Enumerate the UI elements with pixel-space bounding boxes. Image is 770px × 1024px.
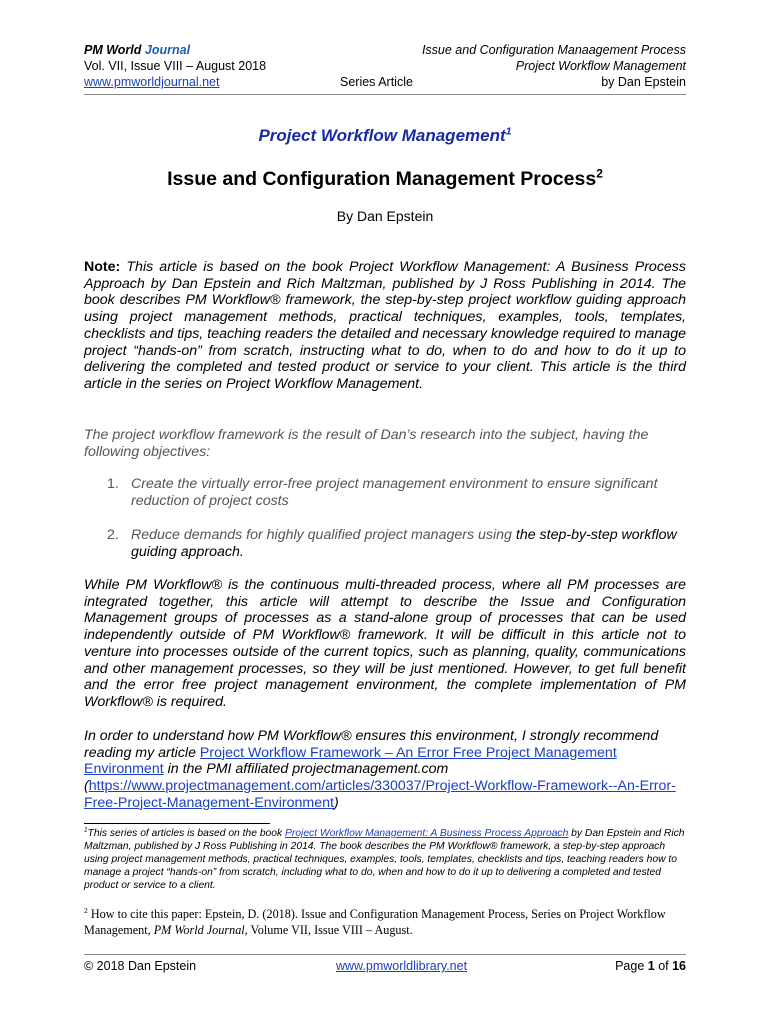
footer-copyright: © 2018 Dan Epstein xyxy=(84,959,197,973)
brand-journal: Journal xyxy=(144,43,191,57)
journal-website-link[interactable]: www.pmworldjournal.net xyxy=(84,75,220,89)
page-header xyxy=(84,42,686,92)
workflow-paragraph: While PM Workflow® is the continuous multi-threaded process, where all PM processes are integrated together, this article will attempt to describe the Issue and Configuration Management groups of processes as a stand-alone group of processes that can be used independently outside of PM Workflow® framework. It will be difficult in this article not to venture into processes outside of the current topics, such as planning, quality, communications and other management processes, so they will be just mentioned. However, to get full benefit and the error free project management environment, the complete implementation of PM Workflow® is required. xyxy=(84,577,686,710)
recommendation-text-a: In order to understand how PM Workflow® ensures this environment, I strongly recommend reading my article xyxy=(84,728,659,761)
byline: By Dan Epstein xyxy=(336,208,434,224)
page-number-prefix: Page xyxy=(615,959,648,973)
page-number-current: 1 xyxy=(647,959,655,973)
article-kind: Series Article xyxy=(340,75,413,89)
footnote-2-journal: PM World Journal xyxy=(153,922,245,937)
recommendation-text-b: in the PMI affiliated projectmanagement.com ( xyxy=(84,761,449,795)
page-number-mid: of xyxy=(654,959,673,973)
journal-brand xyxy=(84,42,266,58)
series-title xyxy=(0,126,770,146)
volume-issue: Vol. VII, Issue VIII – August 2018 xyxy=(84,59,267,73)
list-item-text-main: Reduce demands for highly qualified project managers using xyxy=(131,527,516,543)
brand-pm: PM World xyxy=(84,43,142,57)
page-number-total: 16 xyxy=(672,959,686,973)
note-paragraph xyxy=(84,259,686,393)
recommendation-paragraph xyxy=(84,728,686,812)
article-url-link[interactable]: https://www.projectmanagement.com/articles/330037/Project-Workflow-Framework--An-Error-Free-Project-Management-Environment xyxy=(84,778,676,811)
page-title-text: Issue and Configuration Management Process xyxy=(167,168,597,190)
footnote-2-text-a: How to cite this paper: Epstein, D. (2018). Issue and Configuration Management Process, Series on Project Workflow Management, xyxy=(84,907,666,937)
footnote-1-text-b: by Dan Epstein and Rich Maltzman, published by J Ross Publishing in 2014. The book describes the PM Workflow® framework, a step-by-step approach using project management methods, practical techniques, examples, tools, templates, checklists and tips, teaching readers how to manage a project “hands-on” from scratch, including what to do, when and how to do it up to delivering a completed and tested product or service to a client. xyxy=(84,828,685,891)
page-title xyxy=(0,168,770,191)
running-title: Issue and Configuration Manaagement Process xyxy=(421,43,686,57)
list-item-emphasis: the step-by-step workflow guiding approach. xyxy=(131,527,677,560)
list-item-number: 1. xyxy=(107,476,119,492)
list-item-number: 2. xyxy=(107,527,119,543)
list-item-text: Create the virtually error-free project management environment to ensure significant reduction of project costs xyxy=(131,476,658,509)
page-title-footnote-ref[interactable]: 2 xyxy=(596,166,603,181)
series-name: Project Workflow Management xyxy=(515,59,686,73)
list-item xyxy=(84,527,686,560)
footnote-2-number: 2 xyxy=(84,905,88,915)
list-item xyxy=(84,476,686,509)
note-text: This article is based on the book Project Workflow Management: A Business Process Approach by Dan Epstein and Rich Maltzman, published by J Ross Publishing in 2014. The book describes PM Workflow® framework, the step-by-step project workflow guiding approach using project management methods, practical techniques, examples, tools, templates, checklists and tips, teaching readers the detailed and necessary knowledge required to manage project “hands-on” from scratch, instructing what to do, when to do and how to do it up to delivering the completed and tested product or service to your client. This article is the third article in the series on Project Workflow Management. xyxy=(84,259,686,392)
header-left xyxy=(84,42,266,90)
list-item-text xyxy=(131,527,686,560)
footnote-1-number: 1 xyxy=(84,826,88,834)
recommendation-text-c: ) xyxy=(333,794,339,811)
book-link[interactable]: Project Workflow Management: A Business Process Approach xyxy=(285,828,569,839)
footnote-2-text-b: , Volume VII, Issue VIII – August. xyxy=(244,922,413,937)
footnote-1-text-a: This series of articles is based on the book xyxy=(87,828,286,839)
page-number xyxy=(615,959,686,973)
note-label: Note: xyxy=(84,259,121,275)
header-divider xyxy=(84,94,686,95)
header-right xyxy=(422,42,686,90)
series-title-footnote-ref[interactable]: 1 xyxy=(505,125,512,138)
footnote-divider xyxy=(84,823,270,824)
footnote-1 xyxy=(84,827,688,892)
article-link[interactable]: Project Workflow Framework – An Error Free Project Management Environment xyxy=(84,744,617,778)
footnote-2 xyxy=(84,907,688,938)
footer-divider xyxy=(84,954,686,955)
intro-paragraph: The project workflow framework is the result of Dan’s research into the subject, having the following objectives: xyxy=(84,427,649,460)
header-author: by Dan Epstein xyxy=(601,75,686,89)
footer-website-link[interactable]: www.pmworldlibrary.net xyxy=(336,959,468,973)
series-title-text: Project Workflow Management xyxy=(258,126,506,145)
